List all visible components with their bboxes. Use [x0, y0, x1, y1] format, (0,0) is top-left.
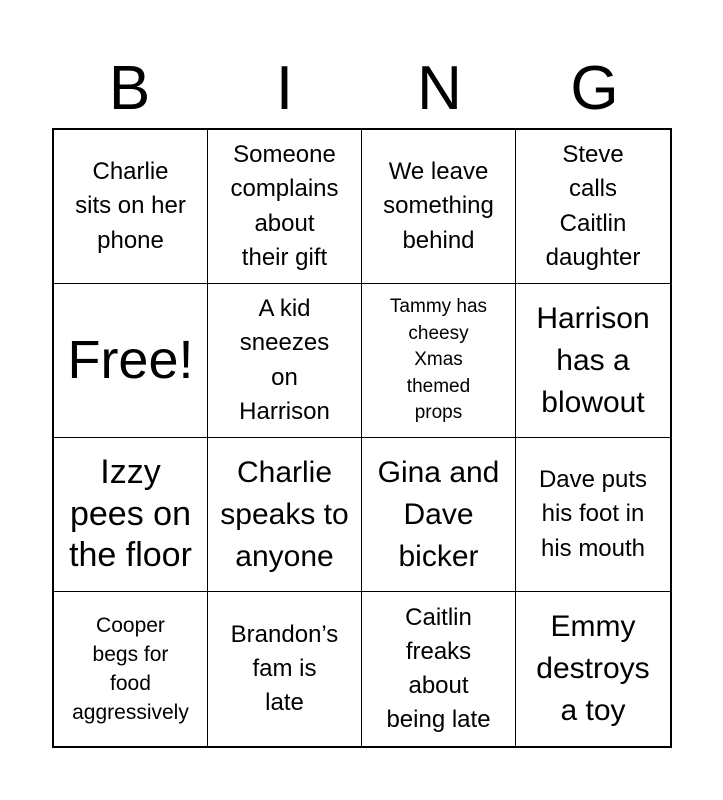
bingo-cell[interactable]: Tammy has cheesy Xmas themed props: [362, 284, 516, 438]
bingo-cell[interactable]: Izzy pees on the floor: [54, 438, 208, 592]
bingo-cell[interactable]: Emmy destroys a toy: [536, 610, 650, 727]
bingo-cell[interactable]: Dave puts his foot in his mouth: [516, 438, 670, 592]
header-letter-n: N: [417, 54, 462, 123]
bingo-cell[interactable]: Harrison has a blowout: [516, 284, 670, 438]
bingo-cell[interactable]: Cooper begs for food aggressively: [54, 592, 208, 746]
bingo-cell[interactable]: Brandon’s fam is late: [208, 592, 362, 746]
bingo-cell[interactable]: Charlie sits on her phone: [54, 130, 208, 284]
free-space-cell[interactable]: Free!: [54, 284, 208, 438]
header-letter-g: G: [570, 54, 619, 123]
bingo-cell[interactable]: Steve calls Caitlin daughter: [516, 130, 670, 284]
bingo-cell[interactable]: Gina and Dave bicker: [362, 438, 516, 592]
bingo-cell[interactable]: Someone complains about their gift: [208, 130, 362, 284]
bingo-board: [52, 128, 672, 748]
bingo-cell[interactable]: A kid sneezes on Harrison: [208, 284, 362, 438]
header-letter-b: B: [108, 54, 151, 123]
bingo-header: [52, 50, 672, 128]
bingo-cell[interactable]: Charlie speaks to anyone: [208, 438, 362, 592]
header-letter-i: I: [275, 54, 294, 123]
bingo-cell[interactable]: Caitlin freaks about being late: [362, 592, 516, 746]
bingo-cell[interactable]: We leave something behind: [362, 130, 516, 284]
